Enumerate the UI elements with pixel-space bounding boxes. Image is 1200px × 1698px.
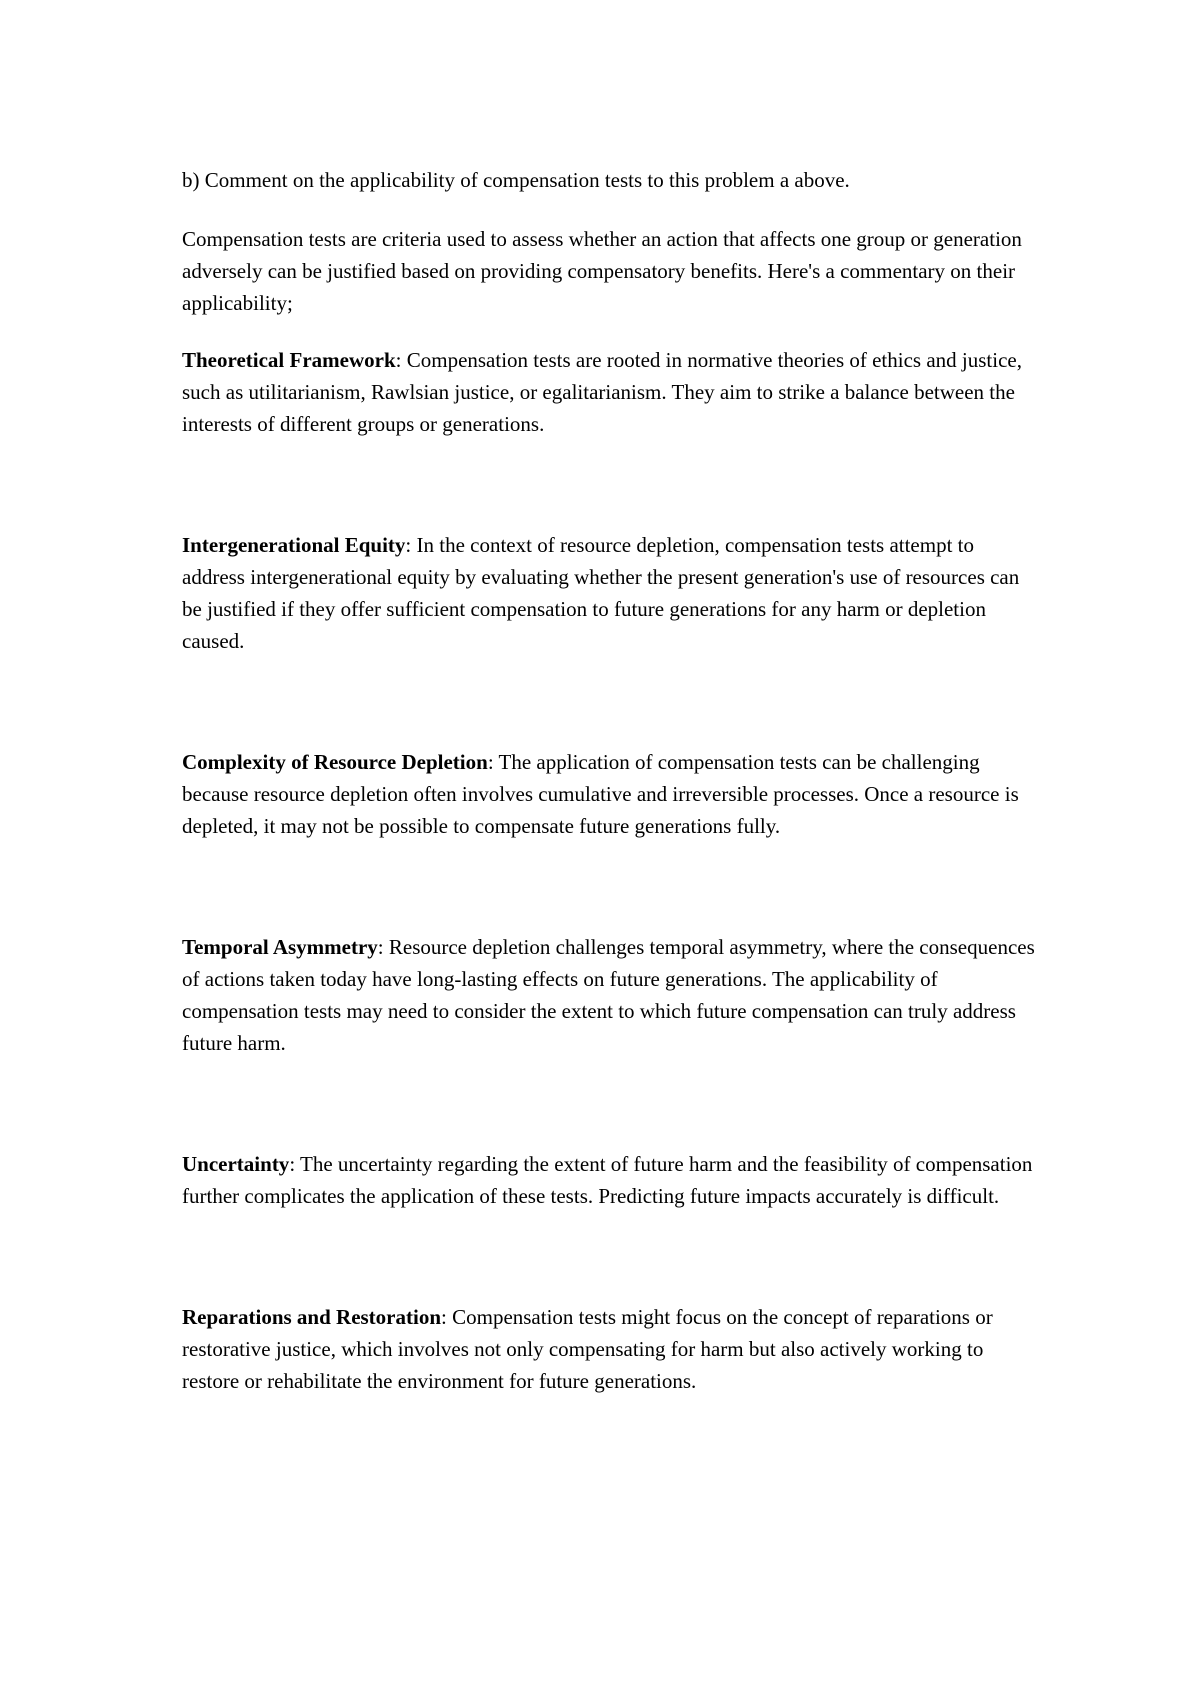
section-term: Uncertainty [182, 1152, 290, 1176]
section-theoretical-framework [182, 344, 1042, 440]
section-text: : The application of compensation tests can be challenging because resource depletion often involves cumulative and irreversible processes. Once a resource is depleted, it may not be possible to compensate future generations fully. [182, 750, 1019, 838]
section-intergenerational-equity [182, 529, 1042, 657]
section-term: Reparations and Restoration [182, 1305, 442, 1329]
section-text: : In the context of resource depletion, compensation tests attempt to address intergenerational equity by evaluating whether the present generation's use of resources can be justified if they offer sufficient compensation to future generations for any harm or depletion caused. [182, 533, 1020, 653]
section-text: : Resource depletion challenges temporal asymmetry, where the consequences of actions taken today have long-lasting effects on future generations. The applicability of compensation tests may need to consider the extent to which future compensation can truly address future harm. [182, 935, 1035, 1055]
document-body [182, 164, 1042, 1397]
section-uncertainty [182, 1148, 1042, 1212]
section-term: Intergenerational Equity [182, 533, 406, 557]
section-reparations-and-restoration [182, 1301, 1042, 1397]
intro-paragraph: Compensation tests are criteria used to assess whether an action that affects one group or generation adversely can be justified based on providing compensatory benefits. Here's a commentary on their applicability; [182, 227, 1022, 315]
section-term: Theoretical Framework [182, 348, 396, 372]
question-text: b) Comment on the applicability of compensation tests to this problem a above. [182, 168, 850, 192]
section-text: : Compensation tests are rooted in normative theories of ethics and justice, such as utilitarianism, Rawlsian justice, or egalitarianism. They aim to strike a balance between the interests of different groups or generations. [182, 348, 1022, 436]
section-text: : Compensation tests might focus on the concept of reparations or restorative justice, which involves not only compensating for harm but also actively working to restore or rehabilitate the environment for future generations. [182, 1305, 993, 1393]
section-temporal-asymmetry [182, 931, 1042, 1059]
section-complexity-of-resource-depletion [182, 746, 1042, 842]
section-term: Temporal Asymmetry [182, 935, 378, 959]
section-term: Complexity of Resource Depletion [182, 750, 488, 774]
section-text: : The uncertainty regarding the extent of future harm and the feasibility of compensation further complicates the application of these tests. Predicting future impacts accurately is difficult. [182, 1152, 1033, 1208]
